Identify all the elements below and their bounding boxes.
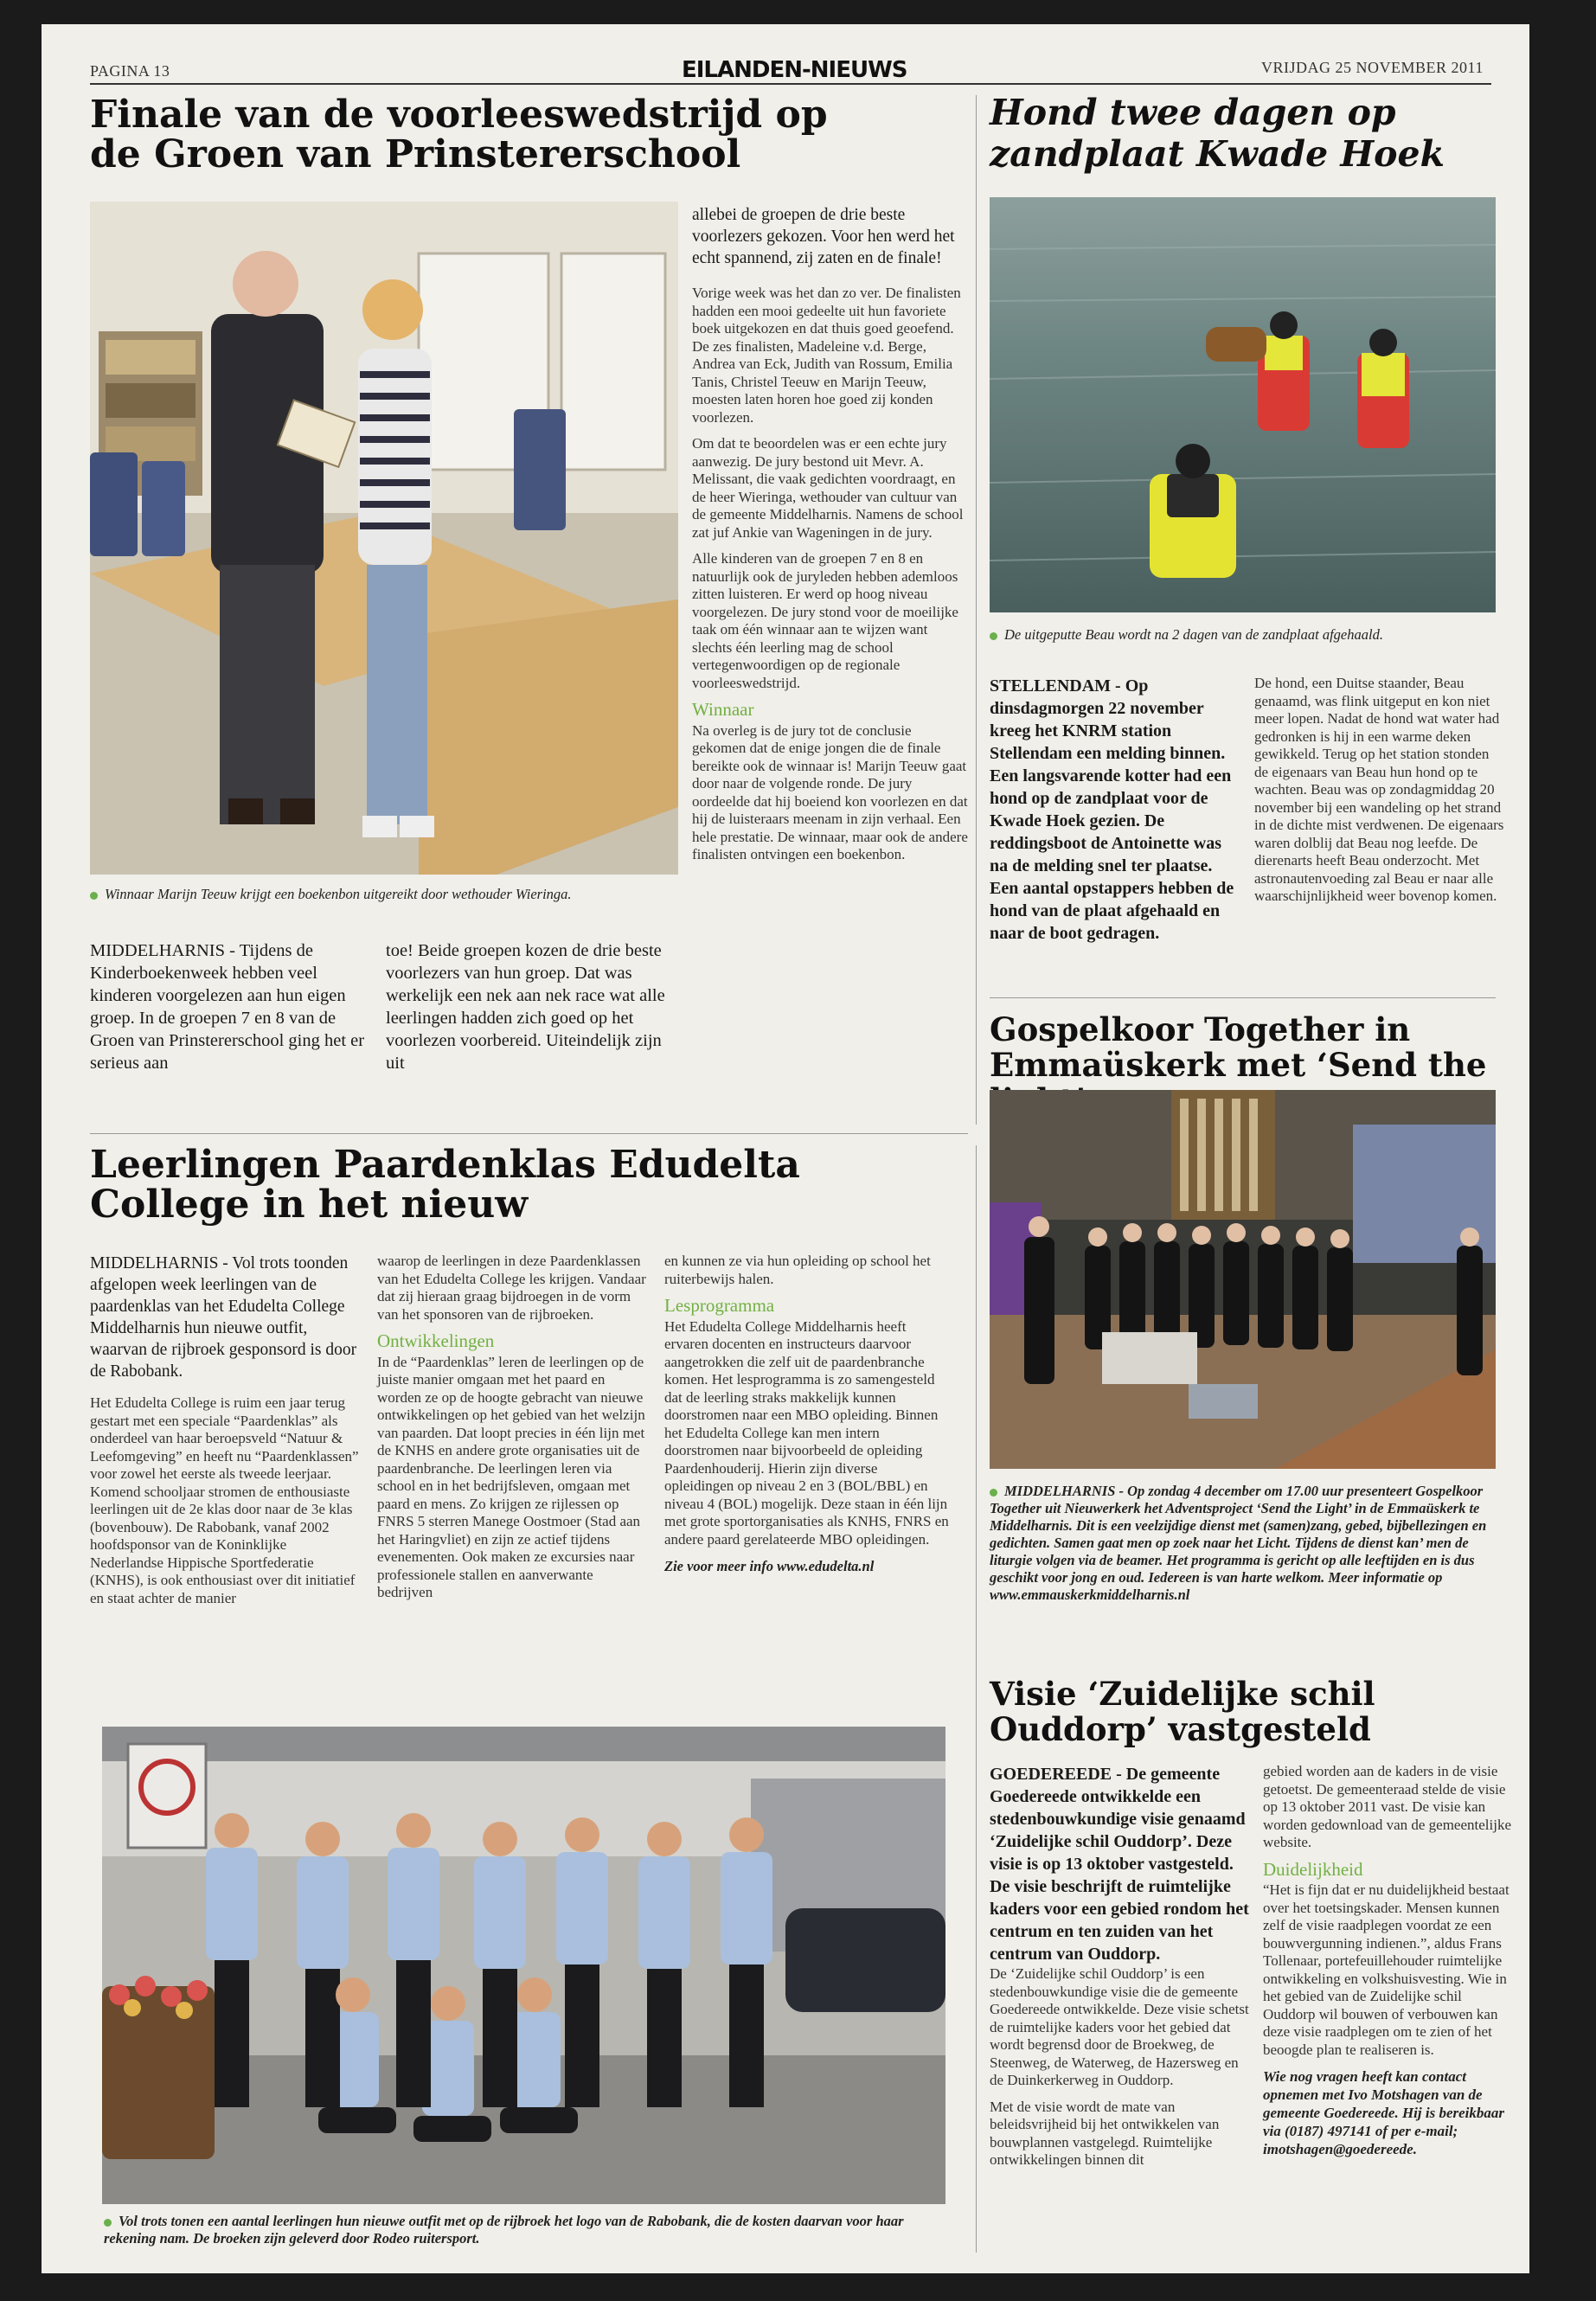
article2-lead: STELLENDAM - Op dinsdagmorgen 22 november kreeg het KNRM station Stellendam een melding binnen. Een langsvarende kotter had een hond op de zandplaat voor de Kwade Hoek gezien. De reddingsboot de Antoinette was na de melding snel ter plaatse. Een aantal opstappers hebben de hond van de plaat afgehaald en naar de boot gedragen. — [990, 676, 1234, 943]
column-divider — [976, 1145, 977, 2253]
classroom-photo-illustration — [90, 202, 678, 875]
article2-title: Hond twee dagen op zandplaat Kwade Hoek — [990, 92, 1445, 175]
article5-paragraph: “Het is fijn dat er nu duidelijkheid bestaat over het toetsingskader. Mensen kunnen zelf de visie raadplegen voordat ze een bouwvergunning indienen.”, aldus Frans Tollenaar, portefeuillehouder ruimtelijke ontwikkeling en volkshuisvesting. Wie in het gebied van de Zuidelijke schil Ouddorp wil bouwen of verbouwen kan deze visie raadplegen om te zien of het beoogde plan te realiseren is. — [1263, 1881, 1509, 2058]
article4-title: Leerlingen Paardenklas Edudelta College in het nieuw — [90, 1143, 800, 1227]
caption-bullet-icon — [990, 1489, 997, 1497]
section-divider — [90, 1133, 968, 1134]
article1-title: Finale van de voorleeswedstrijd op de Groen van Prinstererschool — [90, 93, 828, 176]
article4-photo — [102, 1727, 945, 2204]
article1-caption-text: Winnaar Marijn Teeuw krijgt een boekenbon uitgereikt door wethouder Wieringa. — [105, 886, 572, 902]
article1-paragraph: Vorige week was het dan zo ver. De finalisten hadden een mooi gedeelte uit hun favoriete boek uitgekozen en dat thuis goed geoefend. De zes finalisten, Madeleine v.d. Berge, Andrea van Eck, Judith van Rossum, Emilia Tanis, Christel Teeuw en Marijn Teeuw, moesten laten horen hoe goed zij konden voorlezen. — [692, 285, 961, 426]
article2-caption-text: De uitgeputte Beau wordt na 2 dagen van de zandplaat afgehaald. — [1004, 626, 1383, 643]
article4-col2 — [377, 1253, 650, 1611]
article5-contact: Wie nog vragen heeft kan contact opnemen met Ivo Motshagen van de gemeente Goedereede. Hij is bereikbaar via (0187) 497141 of per e-mail; imotshagen@goedereede. — [1263, 2068, 1505, 2157]
article5-paragraph: Met de visie wordt de mate van beleidsvrijheid bij het ontwikkelen van bouwplannen vastgelegd. Ruimtelijke ontwikkelingen binnen dit — [990, 2098, 1220, 2168]
article1-caption — [90, 885, 678, 903]
article4-subhead: Ontwikkelingen — [377, 1330, 495, 1351]
article1-paragraph: Om dat te beoordelen was er een echte jury aanwezig. De jury bestond uit Mevr. A. Melissant, die vaak gedichten voordraagt, en de heer Wieringa, wethouder van cultuur van de gemeente Middelharnis. Namens de school zat juf Ankie van Wageningen in de jury. — [692, 435, 964, 541]
article3-title: Gospelkoor Together in Emmaüskerk met ‘Send the — [990, 1010, 1487, 1084]
article4-caption — [104, 2213, 947, 2247]
article4-subhead: Lesprogramma — [664, 1295, 775, 1316]
caption-bullet-icon — [104, 2219, 112, 2227]
article4-col3 — [664, 1253, 950, 1584]
rescue-photo-illustration — [990, 197, 1496, 612]
article1-subhead: Winnaar — [692, 699, 754, 720]
article1-paragraph: Alle kinderen van de groepen 7 en 8 en natuurlijk ook de juryleden hebben ademloos zitten luisteren. Er werd op hoog niveau voorgelezen. De jury stond voor de moeilijke taak om één winnaar aan te wijzen want slechts één leerling mag de school vertegenwoordigen op de regionale voorleeswedstrijd. — [692, 550, 958, 691]
article2-caption — [990, 625, 1496, 644]
choir-photo-illustration — [990, 1090, 1496, 1469]
article5-col1 — [990, 1965, 1249, 2178]
article4-caption-text: Vol trots tonen een aantal leerlingen hun nieuwe outfit met op de rijbroek het logo van de Rabobank, die de kosten daarvan voor haar rekening nam. De broeken zijn geleverd door Rodeo ruitersport. — [104, 2213, 904, 2247]
article5-paragraph: De ‘Zuidelijke schil Ouddorp’ is een stedenbouwkundige visie die de gemeente Goedereede ontwikkelde. Deze visie schetst de ruimtelijke kaders voor het gebied dat wordt begrensd door de Broekweg, de Steenweg, de Waterweg, de Hazersweg en de Duinkerkerweg in Ouddorp. — [990, 1965, 1249, 2088]
students-photo-illustration — [102, 1727, 945, 2204]
article1-photo — [90, 202, 678, 875]
article5-subhead: Duidelijkheid — [1263, 1858, 1363, 1880]
article1-lead-col2: toe! Beide groepen kozen de drie beste voorlezers van hun groep. Dat was werkelijk een nek aan nek race wat alle leerlingen hadden zich goed op het voorlezen voorbereid. Uiteindelijk zijn uit — [386, 941, 665, 1073]
article4-more-info-link[interactable]: Zie voor meer info www.edudelta.nl — [664, 1558, 875, 1574]
article4-paragraph: Het Edudelta College Middelharnis heeft ervaren docenten en instructeurs daarvoor aangetrokken die zelf uit de paardenbranche komen. Het lesprogramma is zo samengesteld dat de leerling straks makkelijk kunnen doorstromen naar een MBO opleiding. Binnen het Edudelta College kan men intern doorstromen naar bijvoorbeeld de opleiding Paardenhouderij. Hierin zijn diverse opleidingen op niveau 2 en 3 (BOL/BBL) en niveau 4 (BOL) mogelijk. Deze staan in één lijn met grote sportorganisaties als KNHS, FNRS en andere paard gerelateerde MBO opleidingen. — [664, 1317, 949, 1548]
article1-col3 — [692, 204, 969, 873]
article4-paragraph: waarop de leerlingen in deze Paardenklassen van het Edudelta College les krijgen. Vandaar dat zij hieraan graag bijdroegen in de vorm van het sponsoren van de rijbroeken. — [377, 1253, 646, 1323]
article2-photo — [990, 197, 1496, 612]
article4-col1 — [90, 1253, 362, 1607]
article4-paragraph: Het Edudelta College is ruim een jaar terug gestart met een speciale “Paardenklas” als onderdeel van haar beroepsveld “Natuur & Leefomgeving” en heeft nu “Paardenklassen” voor zowel het eerste als tweede leerjaar. Komend schooljaar stromen de enthousiaste leerlingen uit de 2e klas door naar de 3e klas (bovenbouw). De Rabobank, vanaf 2002 hoofdsponsor van de Koninklijke Nederlandse Hippische Sportfederatie (KNHS), is ook enthousiast over dit initiatief en staat achter de manier — [90, 1394, 359, 1606]
article1-lead-col1: MIDDELHARNIS - Tijdens de Kinderboekenweek hebben veel kinderen voorgelezen aan hun eigen groep. In de groepen 7 en 8 van de Groen van Prinstererschool ging het er serieus aan — [90, 941, 365, 1073]
article4-paragraph: en kunnen ze via hun opleiding op school het ruiterbewijs halen. — [664, 1253, 931, 1287]
article3-photo — [990, 1090, 1496, 1469]
article1-lead-col3: allebei de groepen de drie beste voorlezers gekozen. Voor hen werd het echt spannend, zij zaten en de finale! — [692, 206, 955, 267]
article5-lead: GOEDEREEDE - De gemeente Goedereede ontwikkelde een stedenbouwkundige visie genaamd ‘Zuidelijke schil Ouddorp’. Deze visie is op 13 oktober vastgesteld. De visie beschrijft de ruimtelijke kaders voor een gebied rondom het centrum en ten zuiden van het centrum van Ouddorp. — [990, 1765, 1249, 1964]
article5-paragraph: gebied worden aan de kaders in de visie getoetst. De gemeenteraad stelde de visie op 13 oktober 2011 vast. De visie kan worden gedownload van de gemeentelijke website. — [1263, 1763, 1512, 1850]
article3-caption — [990, 1483, 1500, 1604]
article5-title: Visie ‘Zuidelijke schil Ouddorp’ vastgesteld — [990, 1675, 1375, 1748]
caption-bullet-icon — [90, 892, 98, 900]
article4-paragraph: In de “Paardenklas” leren de leerlingen op de juiste manier omgaan met het paard en worden ze op de hoogte gebracht van nieuwe ontwikkelingen op het gebied van het welzijn van paarden. Dat loopt precies in één lijn met de KNHS en andere grote organisaties uit de paardenbranche. De leerlingen leren via school en in het bedrijfsleven, omgaan met paard en mens. Zo krijgen ze rijlessen op FNRS 5 sterren Manege Oostmoer (Stad aan het Haringvliet) en zijn ze actief tijdens evenementen. Ook maken ze excursies naar professionele stallen en aanverwante bedrijven — [377, 1353, 645, 1600]
header-rule — [90, 83, 1491, 85]
article1-paragraph: Na overleg is de jury tot de conclusie gekomen dat de enige jongen die de finale bereikte ook de winnaar is! Marijn Teeuw gaat door naar de volgende ronde. De jury oordeelde dat hij boeiend kon voorlezen en dat hij de luisteraars meenam in zijn verhaal. Een hele prestatie. De winnaar, maar ook de andere finalisten ontvingen een boekenbon. — [692, 721, 968, 862]
page-number: PAGINA 13 — [90, 62, 170, 80]
column-divider — [976, 95, 977, 1125]
article4-lead: MIDDELHARNIS - Vol trots toonden afgelopen week leerlingen van de paardenklas van het Edudelta College Middelharnis hun nieuwe outfit, waarvan de rijbroek gesponsord is door de Rabobank. — [90, 1254, 357, 1381]
article2-body: De hond, een Duitse staander, Beau genaamd, was flink uitgeput en kon niet meer lopen. Nadat de hond wat water had gedronken is hij in een warme deken gewikkeld. Terug op het station stonden de eigenaars van Beau hun hond op te wachten. Beau was op zondagmiddag 20 november bij een wandeling op het strand in de dichte mist verdwenen. De eigenaars waren dolblij dat Beau nog leefde. De dierenarts heeft Beau onderzocht. Met astronautenvoeding zal Beau er naar alle waarschijnlijkheid weer bovenop komen. — [1254, 675, 1504, 904]
newspaper-page — [42, 24, 1529, 2273]
issue-date: VRIJDAG 25 NOVEMBER 2011 — [1261, 59, 1484, 76]
masthead: EILANDEN-NIEUWS — [682, 57, 907, 83]
article3-caption-text: MIDDELHARNIS - Op zondag 4 december om 17.00 uur presenteert Gospelkoor Together uit Nieuwerkerk het Adventsproject ‘Send the Light’ in de Emmaüskerk te Middelharnis. Dit is een veelzijdige dienst met (samen)zang, gebed, bijbellezingen en gedichten. Samen gaat men op zoek naar het Licht. Tijdens de dienst kan’ men de liturgie volgen via de beamer. Het programma is gericht op alle leeftijden en is dus geschikt voor jong en oud. Iedereen is van harte welkom. Meer informatie op www.emmauskerkmiddelharnis.nl — [990, 1483, 1487, 1603]
section-divider — [990, 997, 1496, 998]
article5-col2 — [1263, 1763, 1514, 2167]
caption-bullet-icon — [990, 632, 997, 640]
